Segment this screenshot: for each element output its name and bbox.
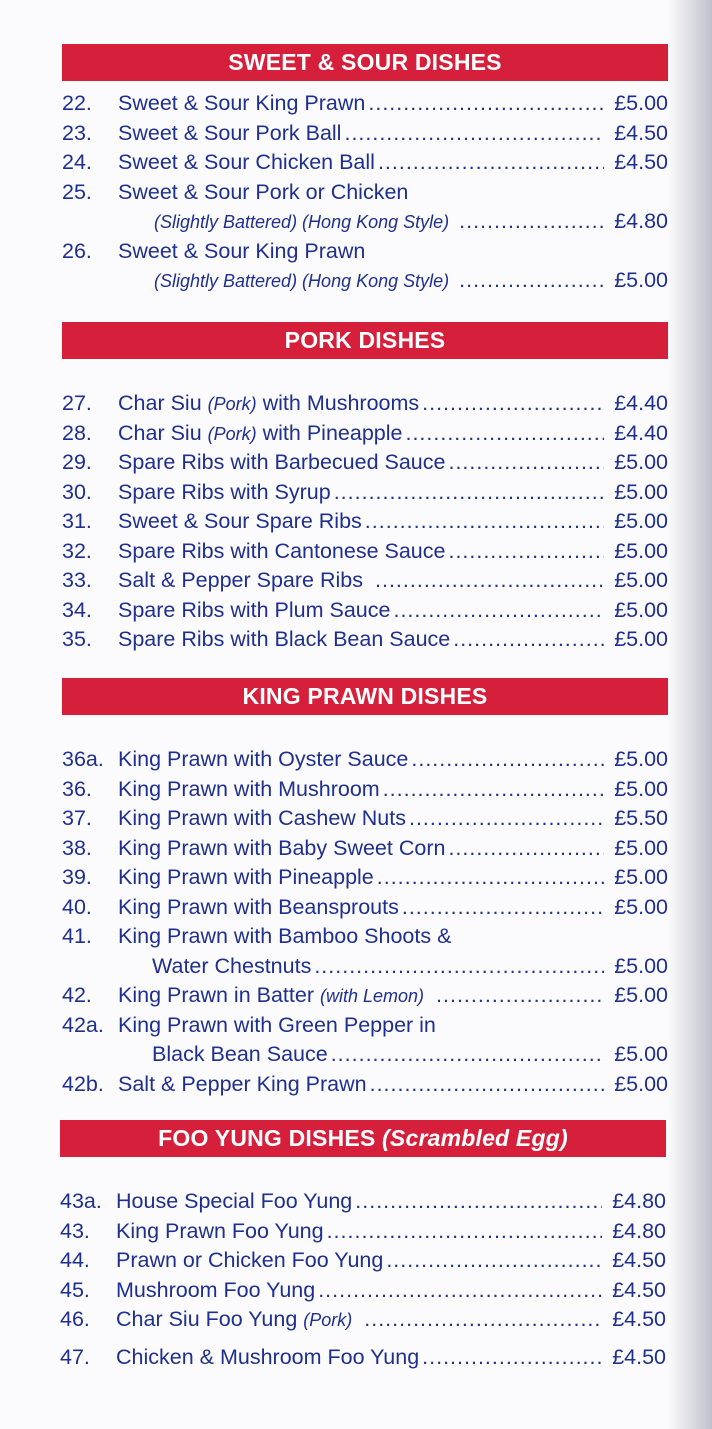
dot-leader bbox=[453, 625, 604, 655]
item-price: £4.40 bbox=[614, 420, 668, 445]
item-name: King Prawn with Bamboo Shoots & bbox=[118, 924, 452, 948]
section-header: SWEET & SOUR DISHES bbox=[62, 44, 668, 81]
menu-item bbox=[62, 1070, 668, 1100]
item-name-continued: Black Bean Sauce bbox=[152, 1042, 328, 1066]
item-number: 23. bbox=[62, 120, 92, 145]
dot-leader bbox=[459, 207, 604, 237]
menu-item bbox=[60, 1217, 666, 1247]
menu-item bbox=[60, 1187, 666, 1217]
item-name: King Prawn with Oyster Sauce bbox=[118, 747, 409, 771]
item-price: £5.00 bbox=[614, 627, 668, 651]
item-number: 33. bbox=[62, 568, 92, 592]
menu-item bbox=[62, 893, 668, 923]
menu-item bbox=[60, 1276, 666, 1306]
item-name: Spare Ribs with Black Bean Sauce bbox=[118, 627, 451, 651]
dot-leader bbox=[402, 893, 604, 923]
item-subtitle: (Slightly Battered) (Hong Kong Style) bbox=[154, 212, 450, 232]
item-price: £5.00 bbox=[614, 479, 668, 504]
section-pork bbox=[62, 322, 668, 655]
item-price: £5.00 bbox=[614, 268, 668, 292]
section-header: KING PRAWN DISHES bbox=[62, 678, 668, 715]
dot-leader bbox=[344, 119, 604, 149]
item-price: £4.40 bbox=[614, 391, 668, 415]
item-price: £5.00 bbox=[614, 568, 668, 592]
item-number: 29. bbox=[62, 450, 92, 474]
item-name: King Prawn with Baby Sweet Corn bbox=[118, 835, 446, 860]
menu-item bbox=[62, 148, 668, 178]
item-price: £5.00 bbox=[614, 1042, 668, 1066]
item-number: 27. bbox=[62, 391, 92, 415]
dot-leader bbox=[364, 1305, 602, 1335]
item-number: 42b. bbox=[62, 1071, 104, 1096]
dot-leader bbox=[411, 745, 604, 775]
menu-item-continuation bbox=[62, 1040, 668, 1070]
menu-item bbox=[60, 1343, 666, 1373]
section-header: PORK DISHES bbox=[62, 322, 668, 359]
dot-leader bbox=[368, 89, 604, 119]
dot-leader bbox=[370, 1070, 604, 1100]
menu-item bbox=[62, 89, 668, 119]
item-price: £5.00 bbox=[614, 597, 668, 622]
menu-item-continuation bbox=[62, 266, 668, 296]
menu-item bbox=[62, 804, 668, 834]
dot-leader bbox=[386, 1246, 602, 1276]
item-name: King Prawn with Cashew Nuts bbox=[118, 806, 406, 830]
item-number: 40. bbox=[62, 894, 92, 919]
item-price: £5.00 bbox=[614, 953, 668, 978]
item-price: £4.50 bbox=[612, 1248, 666, 1272]
item-price: £5.00 bbox=[614, 865, 668, 889]
item-price: £5.00 bbox=[614, 983, 668, 1007]
menu-item-continuation bbox=[62, 952, 668, 982]
item-name: King Prawn with Mushroom bbox=[118, 776, 380, 801]
item-number: 43a. bbox=[60, 1189, 102, 1213]
item-note: (Pork) bbox=[207, 423, 257, 444]
menu-item bbox=[62, 537, 668, 567]
item-number: 46. bbox=[60, 1307, 90, 1331]
item-price: £5.00 bbox=[614, 1071, 668, 1096]
dot-leader bbox=[448, 448, 604, 478]
item-name: King Prawn Foo Yung bbox=[116, 1218, 324, 1243]
item-name: Spare Ribs with Plum Sauce bbox=[118, 597, 391, 622]
item-name: King Prawn with Green Pepper in bbox=[118, 1012, 436, 1037]
menu-item bbox=[62, 448, 668, 478]
item-price: £4.80 bbox=[612, 1218, 666, 1243]
item-name: King Prawn with Beansprouts bbox=[118, 894, 399, 919]
item-number: 35. bbox=[62, 627, 92, 651]
menu-item bbox=[62, 507, 668, 537]
item-name: Sweet & Sour Chicken Ball bbox=[118, 150, 375, 174]
item-price: £5.00 bbox=[614, 91, 668, 115]
item-price: £4.50 bbox=[614, 120, 668, 145]
dot-leader bbox=[375, 566, 604, 596]
item-name: Prawn or Chicken Foo Yung bbox=[116, 1248, 384, 1272]
item-name: Spare Ribs with Cantonese Sauce bbox=[118, 538, 446, 563]
menu-item bbox=[62, 237, 668, 267]
item-name: Salt & Pepper Spare Ribs bbox=[118, 568, 363, 592]
item-name: House Special Foo Yung bbox=[116, 1189, 353, 1213]
page-edge-shadow bbox=[668, 0, 712, 1429]
item-number: 43. bbox=[60, 1218, 90, 1243]
item-number: 39. bbox=[62, 865, 92, 889]
dot-leader bbox=[318, 1276, 602, 1306]
menu-item bbox=[60, 1246, 666, 1276]
dot-leader bbox=[422, 389, 604, 419]
menu-item bbox=[62, 922, 668, 952]
item-price: £4.50 bbox=[612, 1307, 666, 1331]
item-number: 45. bbox=[60, 1277, 90, 1302]
dot-leader bbox=[448, 834, 604, 864]
menu-item bbox=[62, 981, 668, 1011]
section-sweet-sour bbox=[62, 44, 668, 296]
item-name: Mushroom Foo Yung bbox=[116, 1277, 316, 1302]
section-header-note: (Scrambled Egg) bbox=[382, 1125, 568, 1151]
item-name: Spare Ribs with Syrup bbox=[118, 479, 331, 504]
item-price: £5.00 bbox=[614, 835, 668, 860]
item-name: Spare Ribs with Barbecued Sauce bbox=[118, 450, 446, 474]
item-price: £4.50 bbox=[614, 150, 668, 174]
item-number: 47. bbox=[60, 1344, 90, 1369]
section-foo-yung bbox=[60, 1120, 666, 1372]
item-name: Chicken & Mushroom Foo Yung bbox=[116, 1344, 420, 1369]
item-note: (with Lemon) bbox=[319, 986, 425, 1006]
item-subtitle: (Slightly Battered) (Hong Kong Style) bbox=[154, 271, 450, 291]
item-number: 30. bbox=[62, 479, 92, 504]
item-number: 42a. bbox=[62, 1012, 104, 1037]
dot-leader bbox=[409, 804, 604, 834]
dot-leader bbox=[365, 507, 604, 537]
menu-item bbox=[62, 419, 668, 449]
item-number: 44. bbox=[60, 1248, 90, 1272]
menu-item bbox=[62, 566, 668, 596]
menu-item-continuation bbox=[62, 207, 668, 237]
item-number: 25. bbox=[62, 179, 92, 204]
dot-leader bbox=[331, 1040, 604, 1070]
item-number: 36. bbox=[62, 776, 92, 801]
dot-leader bbox=[314, 952, 604, 982]
item-price: £5.00 bbox=[614, 450, 668, 474]
menu-item bbox=[62, 389, 668, 419]
item-name: Sweet & Sour Pork or Chicken bbox=[118, 179, 409, 204]
item-number: 32. bbox=[62, 538, 92, 563]
item-name: Salt & Pepper King Prawn bbox=[118, 1071, 367, 1096]
dot-leader bbox=[355, 1187, 602, 1217]
item-name: King Prawn in Batter (with Lemon) bbox=[118, 983, 425, 1007]
dot-leader bbox=[334, 478, 604, 508]
item-price: £5.00 bbox=[614, 747, 668, 771]
item-price: £4.50 bbox=[612, 1277, 666, 1302]
dot-leader bbox=[383, 775, 604, 805]
dot-leader bbox=[436, 981, 604, 1011]
item-price: £5.00 bbox=[614, 538, 668, 563]
item-name: King Prawn with Pineapple bbox=[118, 865, 374, 889]
menu-item bbox=[62, 596, 668, 626]
item-name: Char Siu Foo Yung (Pork) bbox=[116, 1307, 353, 1331]
item-name: Char Siu (Pork) with Mushrooms bbox=[118, 391, 420, 415]
menu-item bbox=[62, 625, 668, 655]
dot-leader bbox=[377, 863, 604, 893]
item-number: 41. bbox=[62, 924, 92, 948]
item-name: Sweet & Sour King Prawn bbox=[118, 238, 366, 263]
item-name: Sweet & Sour Spare Ribs bbox=[118, 509, 362, 533]
item-number: 38. bbox=[62, 835, 92, 860]
item-number: 28. bbox=[62, 420, 92, 445]
item-name: Char Siu (Pork) with Pineapple bbox=[118, 420, 403, 445]
item-name: Sweet & Sour King Prawn bbox=[118, 91, 366, 115]
item-price: £5.50 bbox=[614, 806, 668, 830]
menu-item bbox=[62, 1011, 668, 1041]
item-note: (Pork) bbox=[303, 1310, 353, 1330]
item-number: 26. bbox=[62, 238, 92, 263]
dot-leader bbox=[405, 419, 604, 449]
item-price: £4.80 bbox=[614, 209, 668, 233]
dot-leader bbox=[327, 1217, 602, 1247]
menu-item bbox=[62, 478, 668, 508]
menu-item bbox=[62, 775, 668, 805]
item-price: £4.50 bbox=[612, 1344, 666, 1369]
item-number: 42. bbox=[62, 983, 92, 1007]
item-number: 31. bbox=[62, 509, 92, 533]
dot-leader bbox=[459, 266, 604, 296]
item-note: (Pork) bbox=[207, 394, 257, 414]
menu-item bbox=[62, 745, 668, 775]
menu-item bbox=[62, 119, 668, 149]
section-king-prawn bbox=[62, 678, 668, 1099]
item-price: £5.00 bbox=[614, 894, 668, 919]
item-number: 34. bbox=[62, 597, 92, 622]
item-price: £5.00 bbox=[614, 776, 668, 801]
dot-leader bbox=[422, 1343, 602, 1373]
menu-item bbox=[62, 178, 668, 208]
menu-item bbox=[60, 1305, 666, 1335]
dot-leader bbox=[393, 596, 604, 626]
section-header: FOO YUNG DISHES (Scrambled Egg) bbox=[60, 1120, 666, 1157]
item-number: 22. bbox=[62, 91, 92, 115]
item-name-continued: Water Chestnuts bbox=[152, 953, 312, 978]
item-name: Sweet & Sour Pork Ball bbox=[118, 120, 342, 145]
item-number: 37. bbox=[62, 806, 92, 830]
item-price: £4.80 bbox=[612, 1189, 666, 1213]
menu-item bbox=[62, 834, 668, 864]
dot-leader bbox=[448, 537, 604, 567]
item-number: 24. bbox=[62, 150, 92, 174]
item-number: 36a. bbox=[62, 747, 104, 771]
dot-leader bbox=[378, 148, 604, 178]
menu-item bbox=[62, 863, 668, 893]
item-price: £5.00 bbox=[614, 509, 668, 533]
